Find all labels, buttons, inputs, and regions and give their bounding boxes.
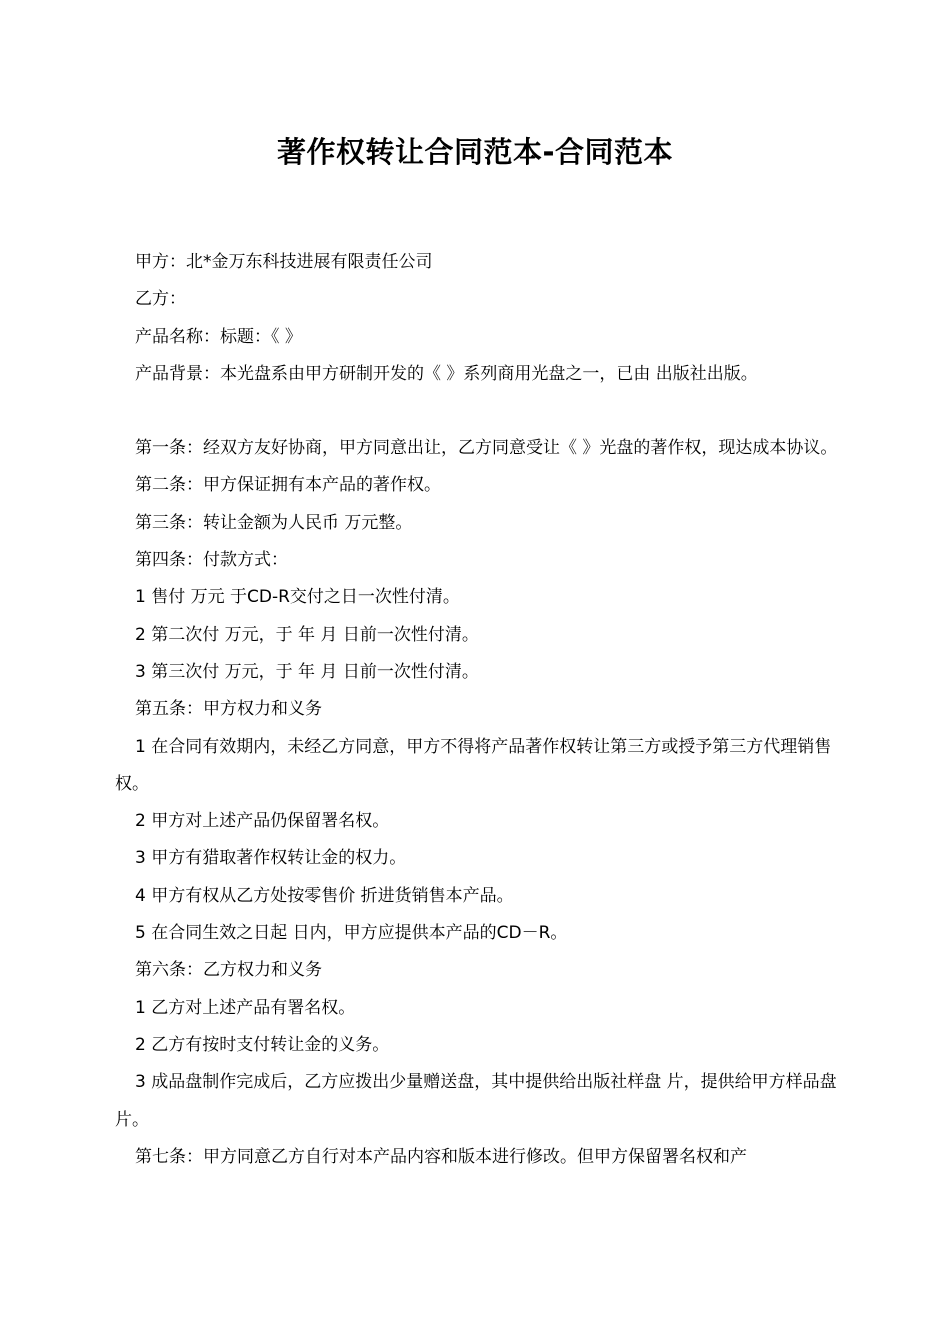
article-6-item-2: 2 乙方有按时支付转让金的义务。 — [135, 1034, 390, 1055]
article-5-item-5: 5 在合同生效之日起 日内，甲方应提供本产品的CD－R。 — [135, 923, 568, 944]
article-5-item-2: 2 甲方对上述产品仍保留署名权。 — [135, 811, 390, 832]
article-1: 第一条：经双方友好协商，甲方同意出让，乙方同意受让《 》光盘的著作权，现达成本协议。 — [135, 438, 838, 459]
article-7: 第七条：甲方同意乙方自行对本产品内容和版本进行修改。但甲方保留署名权和产 — [135, 1146, 747, 1167]
party-a-line: 甲方：北*金万东科技进展有限责任公司 — [135, 252, 433, 272]
article-5-item-1: 1 在合同有效期内，未经乙方同意，甲方不得将产品著作权转让第三方或授予第三方代理销售权。 — [115, 736, 832, 794]
article-5: 第五条：甲方权力和义务 — [135, 699, 322, 720]
contract-body — [115, 244, 845, 1176]
article-6-item-1: 1 乙方对上述产品有署名权。 — [135, 997, 356, 1018]
article-3: 第三条：转让金额为人民币 万元整。 — [135, 512, 413, 533]
article-5-item-3: 3 甲方有猎取著作权转让金的权力。 — [135, 848, 407, 869]
paragraph-gap — [115, 393, 845, 430]
article-4-item-2: 2 第二次付 万元，于 年 月 日前一次性付清。 — [135, 624, 479, 645]
article-4-item-3: 3 第三次付 万元，于 年 月 日前一次性付清。 — [135, 661, 479, 682]
article-6: 第六条：乙方权力和义务 — [135, 960, 322, 981]
product-name-line: 产品名称：标题：《 》 — [135, 326, 302, 347]
article-5-item-4: 4 甲方有权从乙方处按零售价 折进货销售本产品。 — [135, 885, 514, 906]
article-2: 第二条：甲方保证拥有本产品的著作权。 — [135, 475, 441, 496]
party-b-line: 乙方： — [135, 289, 186, 310]
product-background-line: 产品背景：本光盘系由甲方研制开发的《 》系列商用光盘之一，已由 出版社出版。 — [135, 363, 758, 384]
document-title: 著作权转让合同范本-合同范本 — [276, 135, 674, 169]
article-4-item-1: 1 售付 万元 于CD-R交付之日一次性付清。 — [135, 587, 460, 608]
article-4: 第四条：付款方式： — [135, 550, 288, 571]
article-6-item-3: 3 成品盘制作完成后，乙方应拨出少量赠送盘，其中提供给出版社样盘 片，提供给甲方样品盘 片。 — [115, 1072, 837, 1130]
